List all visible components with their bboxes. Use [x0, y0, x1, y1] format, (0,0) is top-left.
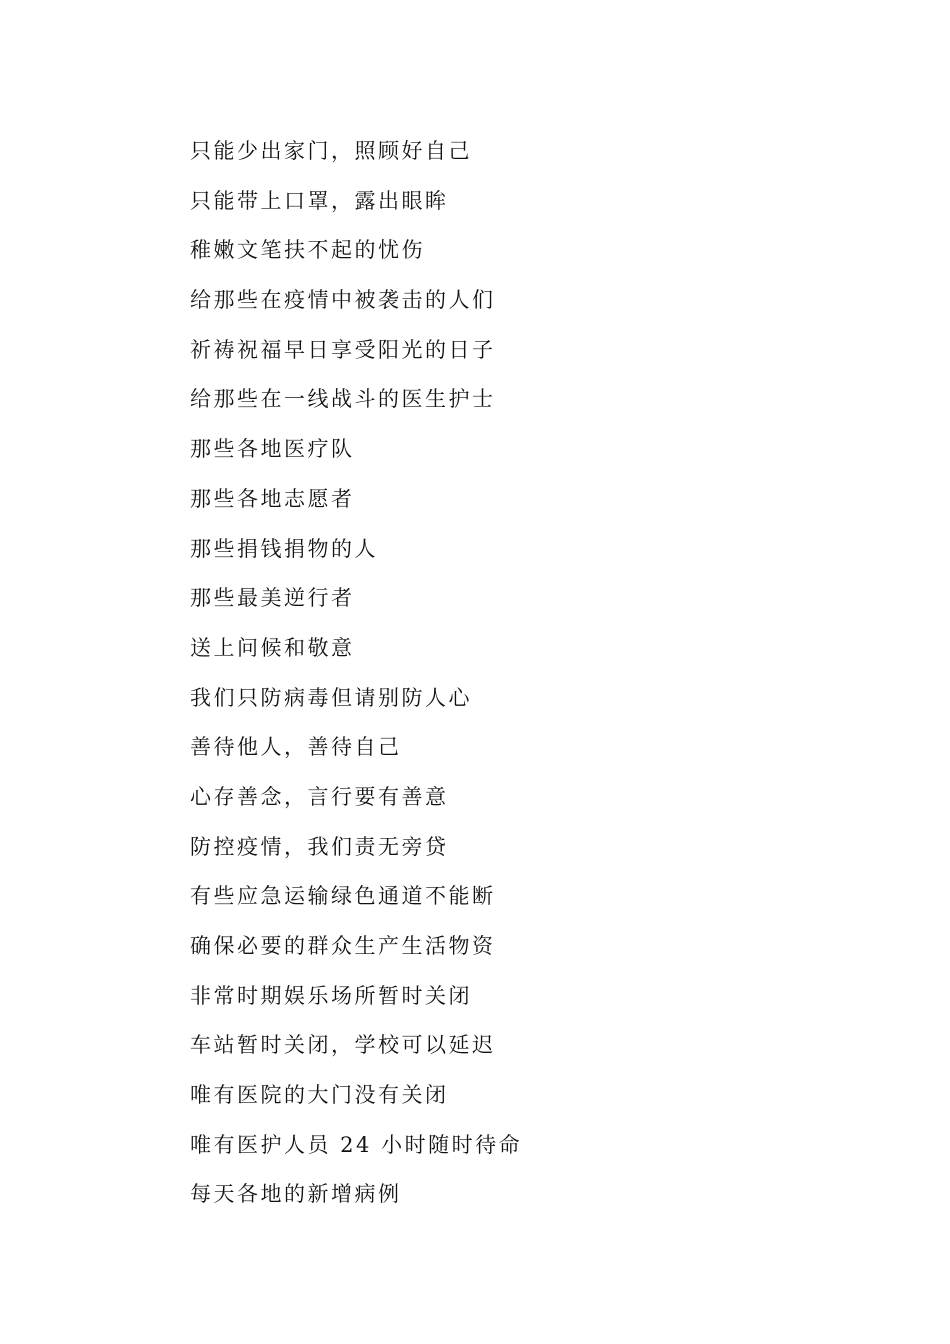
poem-line: 那些捐钱捐物的人 — [190, 536, 378, 561]
poem-line: 那些各地医疗队 — [190, 437, 355, 462]
poem-line: 只能少出家门，照顾好自己 — [190, 139, 472, 163]
poem-line: 送上问候和敬意 — [190, 635, 355, 660]
poem-line: 善待他人，善待自己 — [190, 735, 402, 760]
poem-line: 稚嫩文笔扶不起的忧伤 — [190, 238, 425, 263]
poem-line: 那些最美逆行者 — [190, 586, 355, 611]
poem-line: 非常时期娱乐场所暂时关闭 — [190, 983, 472, 1008]
poem-line: 有些应急运输绿色通道不能断 — [190, 884, 496, 909]
poem-line: 祈祷祝福早日享受阳光的日子 — [190, 337, 496, 362]
poem-line: 确保必要的群众生产生活物资 — [190, 934, 496, 958]
poem-body — [190, 134, 522, 1227]
poem-line: 心存善念，言行要有善意 — [190, 784, 449, 809]
poem-line: 车站暂时关闭，学校可以延迟 — [190, 1033, 496, 1058]
poem-line: 只能带上口罩，露出眼眸 — [190, 188, 449, 213]
poem-line: 给那些在一线战斗的医生护士 — [190, 387, 496, 412]
poem-line: 每天各地的新增病例 — [190, 1182, 402, 1207]
poem-line: 给那些在疫情中被袭击的人们 — [190, 288, 496, 313]
poem-line: 唯有医护人员 24 小时随时待命 — [190, 1132, 523, 1157]
poem-line: 我们只防病毒但请别防人心 — [190, 685, 472, 710]
poem-line: 防控疫情，我们责无旁贷 — [190, 834, 449, 859]
poem-line: 那些各地志愿者 — [190, 486, 355, 511]
poem-line: 唯有医院的大门没有关闭 — [190, 1083, 449, 1108]
